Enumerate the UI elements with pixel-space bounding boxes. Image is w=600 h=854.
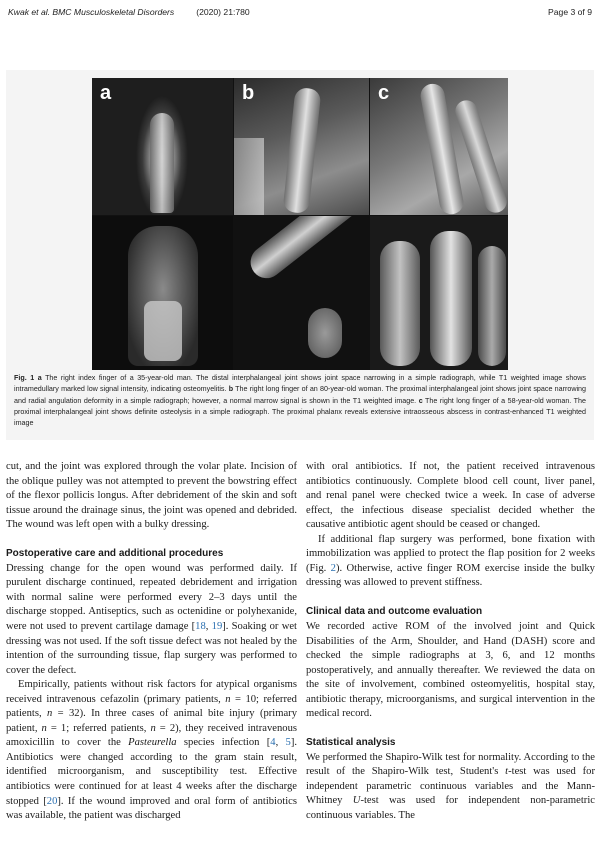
caption-label-b: b (228, 385, 234, 394)
running-header (8, 7, 250, 17)
mri-crosssection-shape (308, 308, 342, 358)
page-number: Page 3 of 9 (548, 7, 592, 17)
mri-finger-shape (430, 231, 472, 366)
adjacent-finger-shape (234, 138, 264, 215)
panel-label-a: a (100, 82, 112, 104)
caption-text-c: The right long finger of a 58-year-old woman. The proximal interphalangeal joint shows definite osteolysis in a simple radiograph. The proximal phalanx reveals extensive intraosseous abscess in contrast-enhanced T1 weighted image (14, 396, 586, 428)
panel-label-c: c (378, 82, 390, 104)
paragraph: If additional flap surgery was performed, bone fixation with immobilization was applied to protect the flap position for 2 weeks (Fig. 2). Otherwise, active finger ROM exercise inside the bulky dressing was allowed to prevent stiffness. (306, 533, 595, 589)
panel-b-mri (234, 216, 369, 370)
paragraph: Dressing change for the open wound was performed daily. If purulent discharge continued, repeated debridement and irrigation with normal saline were performed every 2–3 days until the discharge stopped. Antiseptics, such as octenidine or polyhexanide, were not used to prevent cartilage damage [18, 19]. Soaking or wet dressing was not used. If the soft tissue defect was not healed by the intention of the surrounding tissue, flap surgery was performed to cover the defect. (6, 562, 297, 676)
panel-b-radiograph (234, 78, 369, 215)
mri-finger-shape (244, 216, 369, 285)
caption-label-a: a (37, 374, 42, 382)
section-heading-statistics: Statistical analysis (306, 737, 396, 749)
caption-label-c: c (418, 396, 423, 405)
panel-a-radiograph (92, 78, 233, 215)
paragraph: Empirically, patients without risk factors for atypical organisms received intravenous cefazolin (primary patients, n = 10; referred patients, n = 32). In three cases of animal bite injury (primary patient, n = 1; referred patients, n = 2), they received intravenous amoxicillin to cover the Pasteurella species infection [4, 5]. Antibiotics were changed according to the gram stain result, identified microorganism, and susceptibility test. Effective antibiotics were continued for at least 4 weeks after the discharge stopped [20]. If the wound improved and oral form of antibiotics was available, the patient was discharged (6, 679, 298, 822)
mri-finger-shape (478, 246, 506, 366)
journal-citation: Kwak et al. BMC Musculoskeletal Disorders (8, 7, 175, 17)
section-heading-clinical: Clinical data and outcome evaluation (306, 606, 483, 618)
citation-link[interactable]: 5 (285, 737, 291, 749)
paragraph: with oral antibiotics. If not, the patient received intravenous antibiotics continuously. Complete blood cell count, liver panel, and renal panel were checked twice a week. In case of adverse effect, the infectious disease specialist decided whether the causative antibiotic agent should be ceased or changed. (306, 461, 595, 531)
figure-image-grid (92, 78, 508, 370)
panel-label-b: b (242, 82, 255, 104)
finger-bone-shape (150, 113, 174, 213)
citation-link[interactable]: 20 (46, 795, 58, 807)
finger-bone-shape (283, 87, 322, 214)
citation-link[interactable]: 19 (211, 620, 223, 632)
left-column (6, 460, 297, 824)
paragraph: cut, and the joint was explored through the volar plate. Incision of the oblique pulley was not attempted to prevent the bowstring effect of the flexor pollicis longus. After debridement of the skin and soft tissue around the drainage sinus, the joint was opened and debrided. The wound was left open with a bulky dressing. (6, 461, 297, 531)
caption-lead: Fig. 1 (14, 374, 35, 382)
year-volume: (2020) 21:780 (196, 7, 250, 17)
figure-1 (6, 70, 594, 440)
figure-link[interactable]: 2 (330, 562, 336, 574)
caption-text-a: The right index finger of a 35-year-old man. The distal interphalangeal joint shows joint space narrowing in a simple radiograph, while T1 weighted image shows intramedullary marked low signal intensity, indicating osteomyelitis. (14, 374, 586, 394)
panel-a-mri (92, 216, 233, 370)
citation-link[interactable]: 18 (195, 620, 206, 632)
caption-text-b: The right long finger of an 80-year-old woman. The proximal interphalangeal joint shows joint space narrowing and radial angulation deformity in a simple radiograph; however, a normal marrow signal is shown in the T1 weighted image. (14, 385, 586, 405)
paragraph: We recorded active ROM of the involved joint and Quick Disabilities of the Arm, Shoulder, and Hand (DASH) score and checked the simple radiographs at 3, 6, and 12 months postoperatively, and annually thereafter. We reviewed the data on the site of involvement, combined osteomyelitis, hospital stay, antibiotic therapy, microorganisms, and surgical intervention in the medical record. (306, 620, 595, 720)
section-heading-postop: Postoperative care and additional procedures (6, 548, 224, 560)
paragraph: We performed the Shapiro-Wilk test for normality. According to the result of the Shapiro-Wilk test, Student's t-test was used for independent parametric continuous variables and the Mann-Whitney U-test was used for independent non-parametric continuous variables. The (306, 751, 595, 822)
figure-caption (14, 373, 586, 429)
panel-c-mri (370, 216, 508, 370)
species-name: Pasteurella (128, 737, 177, 749)
mri-finger-shape (380, 241, 420, 366)
panel-c-radiograph (370, 78, 508, 215)
right-column (306, 460, 595, 824)
mri-bone-shape (144, 301, 182, 361)
citation-link[interactable]: 4 (270, 737, 276, 749)
